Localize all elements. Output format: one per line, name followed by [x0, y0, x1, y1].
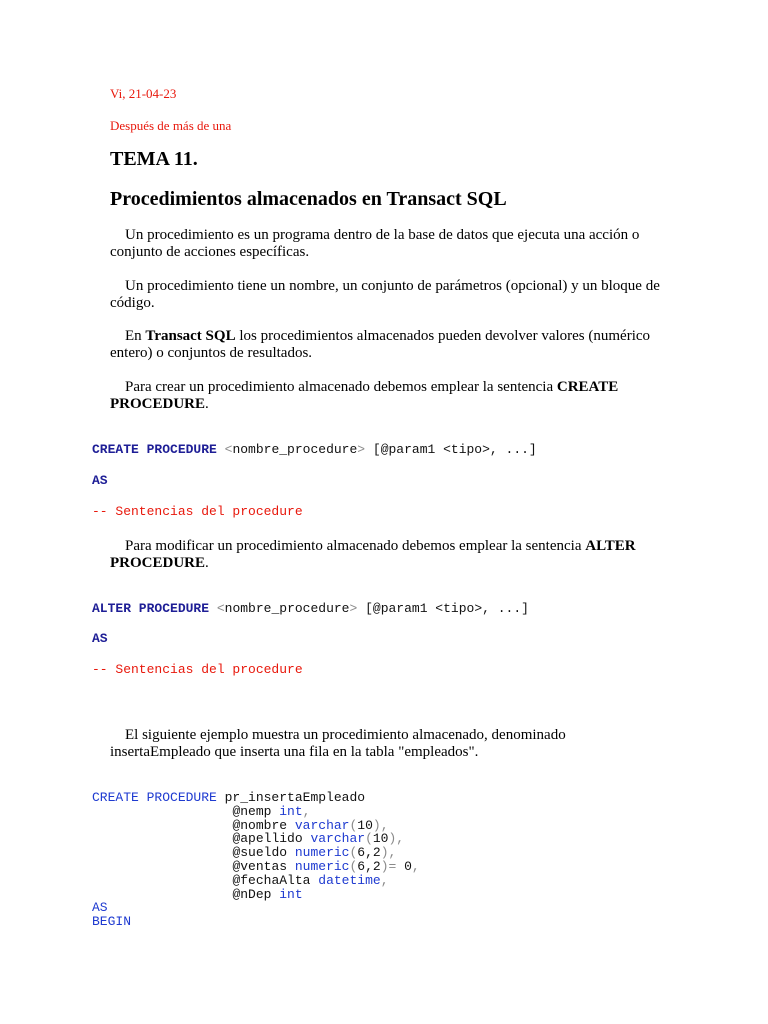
param-args: 10 [357, 817, 373, 833]
code-keyword: CREATE PROCEDURE [92, 790, 217, 805]
alter-as-line: AS [92, 631, 108, 646]
paragraph-5 [110, 538, 670, 572]
param-punct: ), [388, 831, 405, 847]
param-line [92, 873, 389, 888]
param-name: @nemp [232, 803, 280, 819]
code-bracket: > [357, 442, 366, 457]
param-name: @nombre [232, 817, 295, 833]
param-punct: , [302, 803, 311, 819]
param-type: int [279, 886, 303, 902]
date-note: Vi, 21-04-23 [110, 86, 177, 101]
side-note: Después de más de una [110, 118, 232, 133]
param-type: numeric [294, 845, 350, 861]
create-syntax-line [92, 443, 537, 457]
param-type: numeric [294, 858, 350, 874]
paragraph-4-text-b: . [205, 396, 209, 412]
param-type: int [279, 803, 303, 819]
alter-syntax-line [92, 602, 529, 616]
example-code-block [92, 791, 420, 929]
param-line [92, 859, 420, 874]
param-punct: )= [380, 858, 405, 874]
param-name: @fechaAlta [232, 872, 319, 888]
paragraph-5-text-b: . [205, 555, 209, 571]
topic-heading: TEMA 11. [110, 148, 198, 170]
param-line [92, 818, 389, 833]
param-args: 10 [372, 831, 389, 847]
param-name: @ventas [232, 858, 295, 874]
paragraph-4 [110, 379, 670, 413]
param-name: @apellido [232, 831, 311, 847]
param-punct: ), [372, 817, 389, 833]
paragraph-3-bold: Transact SQL [145, 328, 236, 344]
param-paren: ( [349, 858, 358, 874]
paragraph-4-text-a: Para crear un procedimiento almacenado debemos emplear la sentencia [125, 379, 557, 395]
param-name: @nDep [232, 886, 280, 902]
param-type: varchar [294, 817, 350, 833]
code-params: [@param1 <tipo>, ...] [357, 601, 529, 616]
param-punct: ), [380, 845, 397, 861]
param-line [92, 887, 303, 902]
paragraph-2-text: Un procedimiento tiene un nombre, un conjunto de parámetros (opcional) y un bloque de código. [110, 278, 660, 311]
section-heading: Procedimientos almacenados en Transact SQL [110, 188, 507, 210]
param-name: @sueldo [232, 845, 295, 861]
code-bracket: < [224, 442, 233, 457]
code-identifier: nombre_procedure [224, 601, 350, 616]
code-keyword: ALTER PROCEDURE [92, 601, 210, 616]
paragraph-3 [110, 328, 670, 362]
param-paren: ( [349, 817, 358, 833]
paragraph-6-text: El siguiente ejemplo muestra un procedimiento almacenado, denominado insertaEmpleado que inserta una fila en la tabla "empleados". [110, 727, 566, 760]
create-comment-line: -- Sentencias del procedure [92, 504, 303, 519]
code-begin: BEGIN [92, 914, 132, 930]
paragraph-2 [110, 278, 670, 312]
paragraph-1-text: Un procedimiento es un programa dentro de la base de datos que ejecuta una acción o conjunto de acciones específicas. [110, 227, 640, 260]
param-list [92, 804, 420, 902]
param-type: varchar [310, 831, 366, 847]
param-paren: ( [365, 831, 373, 847]
paragraph-3-text-a: En [125, 328, 146, 344]
paragraph-5-bold: ALTER PROCEDURE [110, 538, 636, 571]
param-punct: , [411, 858, 420, 874]
param-punct: , [380, 872, 389, 888]
param-line [92, 845, 396, 860]
paragraph-6 [110, 727, 670, 761]
param-line [92, 831, 404, 846]
param-type: datetime [318, 872, 381, 888]
param-paren: ( [349, 845, 358, 861]
code-bracket: < [216, 601, 225, 616]
paragraph-1 [110, 227, 670, 261]
create-as-line: AS [92, 473, 108, 488]
param-default: 0 [404, 858, 412, 874]
code-params: [@param1 <tipo>, ...] [365, 442, 537, 457]
code-as: AS [92, 900, 108, 916]
code-identifier: nombre_procedure [232, 442, 358, 457]
code-bracket: > [349, 601, 358, 616]
code-keyword: CREATE PROCEDURE [92, 442, 217, 457]
param-args: 6,2 [357, 845, 381, 861]
paragraph-5-text-a: Para modificar un procedimiento almacenado debemos emplear la sentencia [125, 538, 586, 554]
param-args: 6,2 [357, 858, 381, 874]
param-line [92, 804, 310, 819]
paragraph-3-text-b: los procedimientos almacenados pueden devolver valores (numérico entero) o conjuntos de resultados. [110, 328, 651, 361]
paragraph-4-bold: CREATE PROCEDURE [110, 379, 619, 412]
alter-comment-line: -- Sentencias del procedure [92, 662, 303, 677]
code-proc-name: pr_insertaEmpleado [216, 790, 366, 805]
